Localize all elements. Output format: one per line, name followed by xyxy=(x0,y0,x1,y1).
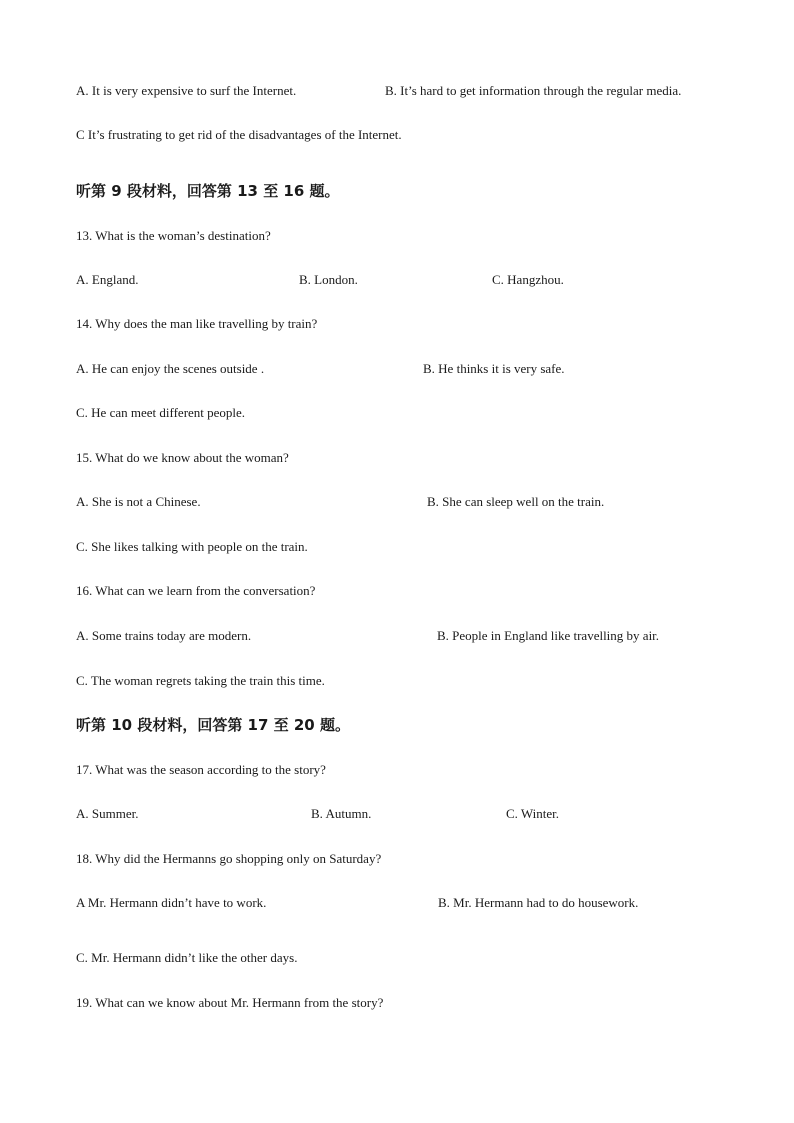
q16-question: 16. What can we learn from the conversation? xyxy=(76,583,316,598)
q13-option-c: C. Hangzhou. xyxy=(492,272,564,287)
q16-option-b: B. People in England like travelling by air. xyxy=(437,628,660,643)
q12-option-a: A. It is very expensive to surf the Internet. xyxy=(76,83,297,98)
q16-option-c: C. The woman regrets taking the train this time. xyxy=(76,673,325,688)
q13-option-b: B. London. xyxy=(299,272,358,287)
q14-question: 14. Why does the man like travelling by train? xyxy=(76,316,318,331)
q13-question: 13. What is the woman’s destination? xyxy=(76,228,271,243)
q14-option-a: A. He can enjoy the scenes outside . xyxy=(76,361,265,376)
q18-option-a: A Mr. Hermann didn’t have to work. xyxy=(76,895,267,910)
q16-option-a: A. Some trains today are modern. xyxy=(76,628,252,643)
q18-question: 18. Why did the Hermanns go shopping only on Saturday? xyxy=(76,851,382,866)
q15-option-c: C. She likes talking with people on the train. xyxy=(76,539,308,554)
q14-option-c: C. He can meet different people. xyxy=(76,405,246,420)
q17-option-a: A. Summer. xyxy=(76,806,139,821)
q19-question: 19. What can we know about Mr. Hermann from the story? xyxy=(76,995,384,1010)
q18-option-b: B. Mr. Hermann had to do housework. xyxy=(438,895,639,910)
q15-option-b: B. She can sleep well on the train. xyxy=(427,494,605,509)
q15-option-a: A. She is not a Chinese. xyxy=(76,494,201,509)
q12-option-b: B. It’s hard to get information through the regular media. xyxy=(385,83,682,98)
q13-option-a: A. England. xyxy=(76,272,139,287)
section-9-heading: 听第 9 段材料，回答第 13 至 16 题。 xyxy=(76,182,340,200)
q15-question: 15. What do we know about the woman? xyxy=(76,450,289,465)
q17-option-b: B. Autumn. xyxy=(311,806,372,821)
q12-option-c: C It’s frustrating to get rid of the disadvantages of the Internet. xyxy=(76,127,402,142)
q17-question: 17. What was the season according to the story? xyxy=(76,762,326,777)
section-10-heading: 听第 10 段材料，回答第 17 至 20 题。 xyxy=(76,716,350,734)
q18-option-c: C. Mr. Hermann didn’t like the other days. xyxy=(76,950,298,965)
q17-option-c: C. Winter. xyxy=(506,806,560,821)
q14-option-b: B. He thinks it is very safe. xyxy=(423,361,565,376)
